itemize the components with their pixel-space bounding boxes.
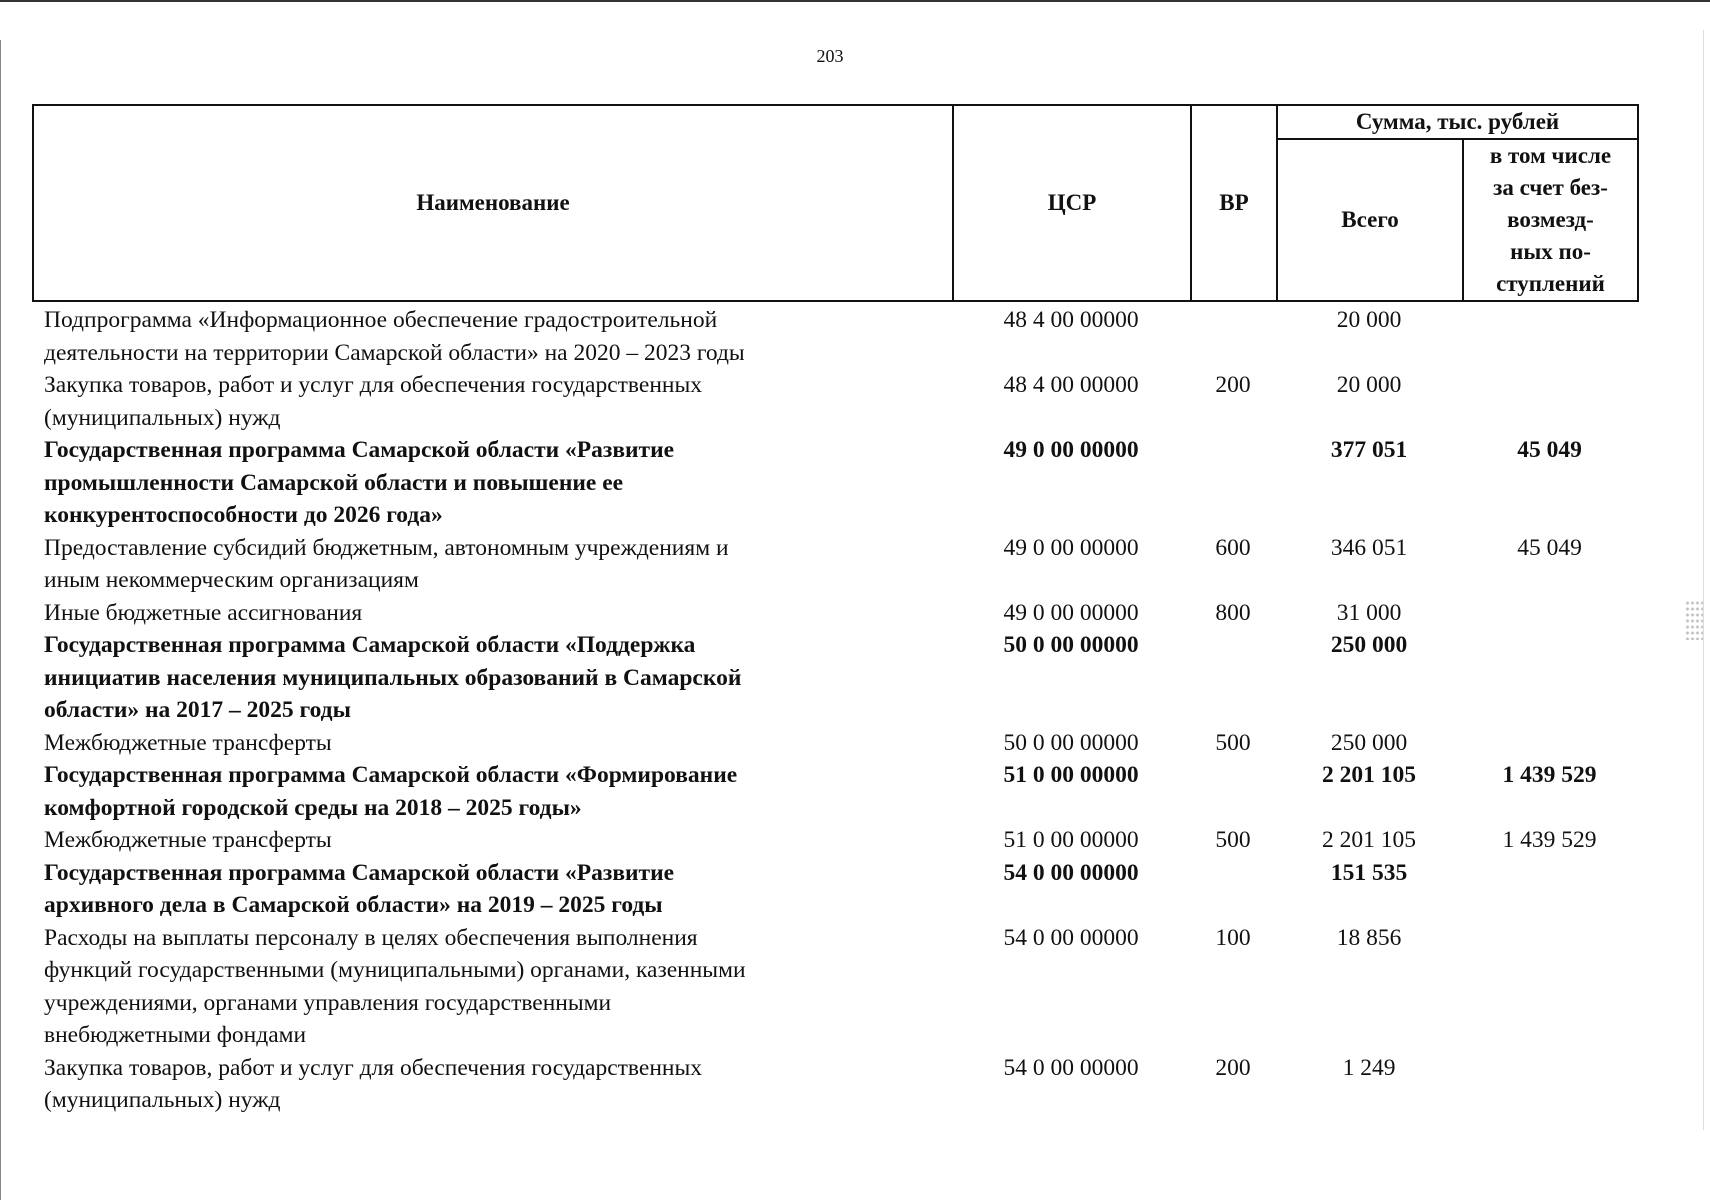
row-name — [32, 857, 904, 922]
header-free-line: ных по- — [1510, 239, 1591, 264]
row-name — [32, 304, 904, 369]
row-free — [1462, 727, 1637, 760]
row-csr: 54 0 00 00000 — [1003, 1054, 1139, 1081]
row-csr: 50 0 00 00000 — [1003, 729, 1139, 756]
row-free — [1462, 629, 1637, 727]
scan-artifact — [1685, 600, 1703, 640]
row-vr — [1190, 759, 1276, 824]
row-name-line: Закупка товаров, работ и услуг для обеспечения государственных — [44, 372, 703, 398]
row-name-line: функций государственными (муниципальными) органами, казенными — [44, 957, 746, 983]
table-header — [32, 104, 1639, 302]
header-name: Наименование — [33, 105, 953, 301]
row-name-line: Государственная программа Самарской области «Развитие — [44, 859, 675, 886]
row-free — [1462, 369, 1637, 434]
row-free — [1462, 922, 1637, 1052]
row-name-line: Расходы на выплаты персоналу в целях обеспечения выполнения — [44, 924, 698, 951]
row-total: 2 201 105 — [1322, 827, 1416, 853]
row-free — [1462, 857, 1637, 922]
row-name-line: Подпрограмма «Информационное обеспечение градостроительной — [44, 307, 718, 333]
row-csr: 50 0 00 00000 — [1003, 632, 1139, 658]
row-csr: 54 0 00 00000 — [1003, 859, 1139, 886]
row-free: 45 049 — [1517, 437, 1582, 463]
header-free-line: ступлений — [1496, 271, 1605, 296]
table-row — [32, 597, 1637, 630]
row-free — [1462, 304, 1637, 369]
page-number: 203 — [816, 46, 844, 66]
scan-left-edge — [0, 40, 1, 1200]
row-total: 250 000 — [1330, 729, 1408, 756]
row-csr: 48 4 00 00000 — [1003, 372, 1139, 398]
row-csr: 48 4 00 00000 — [1003, 307, 1139, 333]
header-sum: Сумма, тыс. рублей — [1277, 105, 1638, 139]
table-row — [32, 434, 1637, 532]
row-csr: 49 0 00 00000 — [1003, 534, 1139, 561]
row-name-line: (муниципальных) нужд — [44, 1087, 281, 1113]
table-row — [32, 629, 1637, 727]
row-name — [32, 597, 904, 630]
row-vr: 200 — [1215, 372, 1251, 398]
row-name-line: инициатив населения муниципальных образований в Самарской — [44, 664, 742, 691]
row-total: 20 000 — [1336, 372, 1402, 398]
row-name — [32, 1052, 904, 1117]
row-csr: 51 0 00 00000 — [1003, 827, 1139, 853]
row-vr: 600 — [1215, 534, 1251, 561]
row-name — [32, 369, 904, 434]
row-free: 1 439 529 — [1502, 762, 1597, 788]
table-row — [32, 759, 1637, 824]
row-name-line: учреждениями, органами управления государственными — [44, 989, 612, 1016]
row-free — [1462, 1052, 1637, 1117]
header-free-line: в том числе — [1489, 143, 1612, 168]
row-total: 1 249 — [1342, 1054, 1396, 1081]
scan-top-edge — [0, 0, 1710, 2]
table-row — [32, 369, 1637, 434]
table-row — [32, 824, 1637, 857]
row-vr — [1190, 629, 1276, 727]
row-name-line: Иные бюджетные ассигнования — [44, 599, 363, 626]
row-name-line: Государственная программа Самарской области «Поддержка — [44, 632, 696, 658]
row-name — [32, 727, 904, 760]
row-total: 31 000 — [1336, 599, 1402, 626]
row-name — [32, 629, 904, 727]
row-name-line: Государственная программа Самарской области «Развитие — [44, 437, 675, 463]
row-csr: 49 0 00 00000 — [1003, 599, 1139, 626]
row-vr — [1190, 434, 1276, 532]
row-name-line: Межбюджетные трансферты — [44, 827, 332, 853]
row-name-line: Государственная программа Самарской области «Формирование — [44, 762, 738, 788]
row-csr: 49 0 00 00000 — [1003, 437, 1139, 463]
row-name-line: Закупка товаров, работ и услуг для обеспечения государственных — [44, 1054, 703, 1081]
row-name-line: внебюджетными фондами — [44, 1022, 307, 1048]
header-free-line: возмезд- — [1507, 207, 1594, 232]
header-vr: ВР — [1191, 105, 1277, 301]
row-name-line: иным некоммерческим организациям — [44, 567, 419, 593]
row-total: 346 051 — [1330, 534, 1408, 561]
row-vr: 200 — [1215, 1054, 1251, 1081]
row-name — [32, 532, 904, 597]
row-free: 1 439 529 — [1502, 827, 1597, 853]
row-total: 2 201 105 — [1322, 762, 1416, 788]
table-row — [32, 304, 1637, 369]
row-vr — [1190, 857, 1276, 922]
row-total: 250 000 — [1330, 632, 1408, 658]
header-free-line: за счет без- — [1493, 175, 1608, 200]
row-name — [32, 922, 904, 1052]
row-total: 18 856 — [1336, 924, 1402, 951]
table-row — [32, 532, 1637, 597]
row-free: 45 049 — [1517, 534, 1582, 561]
row-total: 151 535 — [1330, 859, 1408, 886]
row-name — [32, 824, 904, 857]
table-row — [32, 922, 1637, 1052]
scan-right-edge — [1703, 30, 1704, 1130]
row-name-line: конкурентоспособности до 2026 года» — [44, 502, 443, 528]
row-csr: 51 0 00 00000 — [1003, 762, 1139, 788]
row-name-line: промышленности Самарской области и повышение ее — [44, 469, 624, 496]
header-free — [1463, 139, 1638, 301]
row-vr: 500 — [1215, 729, 1251, 756]
header-csr: ЦСР — [953, 105, 1191, 301]
row-name-line: Предоставление субсидий бюджетным, автономным учреждениям и — [44, 534, 729, 561]
row-vr: 100 — [1215, 924, 1251, 951]
row-name — [32, 434, 904, 532]
table-row — [32, 1052, 1637, 1117]
row-vr: 500 — [1215, 827, 1251, 853]
row-name-line: (муниципальных) нужд — [44, 404, 281, 431]
table-row — [32, 857, 1637, 922]
row-name-line: архивного дела в Самарской области» на 2019 – 2025 годы — [44, 892, 663, 918]
row-total: 377 051 — [1330, 437, 1408, 463]
row-name-line: комфортной городской среды на 2018 – 2025 годы» — [44, 794, 582, 821]
row-name-line: Межбюджетные трансферты — [44, 729, 332, 756]
row-csr: 54 0 00 00000 — [1003, 924, 1139, 951]
header-total: Всего — [1277, 139, 1463, 301]
row-name-line: области» на 2017 – 2025 годы — [44, 697, 351, 723]
row-vr — [1190, 304, 1276, 369]
row-vr: 800 — [1215, 599, 1251, 626]
table-body — [32, 304, 1637, 1117]
row-total: 20 000 — [1336, 307, 1402, 333]
row-name-line: деятельности на территории Самарской области» на 2020 – 2023 годы — [44, 339, 745, 366]
row-free — [1462, 597, 1637, 630]
table-row — [32, 727, 1637, 760]
row-name — [32, 759, 904, 824]
